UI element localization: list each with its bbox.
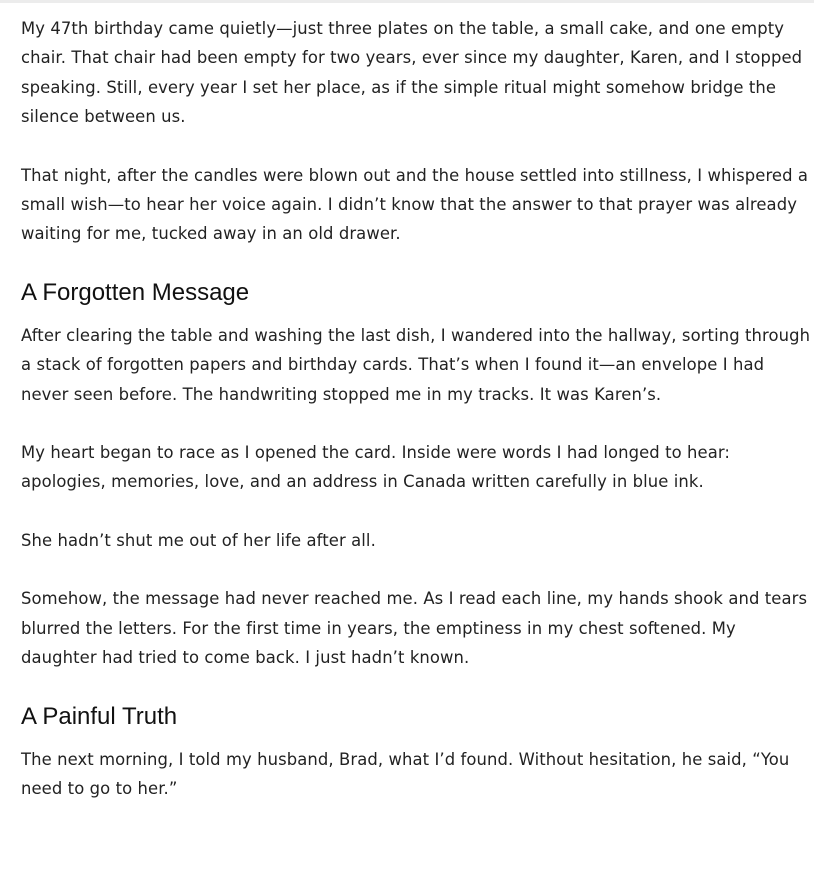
section-heading-forgotten-message: A Forgotten Message bbox=[21, 278, 250, 306]
paragraph-not-shut-out: She hadn’t shut me out of her life after all. bbox=[21, 530, 376, 550]
paragraph-card-contents: My heart began to race as I opened the card. Inside were words I had longed to hear: apologies, memories, love, and an address in Canada written carefully in blue ink. bbox=[21, 443, 731, 492]
paragraph-never-reached: Somehow, the message had never reached me. As I read each line, my hands shook and tears blurred the letters. For the first time in years, the emptiness in my chest softened. My daughter had tried to come back. I just hadn’t known. bbox=[21, 589, 808, 668]
paragraph-birthday: My 47th birthday came quietly—just three plates on the table, a small cake, and one empty chair. That chair had been empty for two years, ever since my daughter, Karen, and I stopped speaking. Still, every year I set her place, as if the simple ritual might somehow bridge the silence between us. bbox=[21, 19, 803, 127]
paragraph-told-husband: The next morning, I told my husband, Brad, what I’d found. Without hesitation, he said, “You need to go to her.” bbox=[21, 749, 790, 798]
paragraph-wish: That night, after the candles were blown out and the house settled into stillness, I whispered a small wish—to hear her voice again. I didn’t know that the answer to that prayer was already waiting for me, tucked away in an old drawer. bbox=[21, 165, 809, 244]
top-divider bbox=[0, 0, 814, 3]
section-heading-painful-truth: A Painful Truth bbox=[21, 702, 178, 730]
paragraph-envelope: After clearing the table and washing the last dish, I wandered into the hallway, sorting through a stack of forgotten papers and birthday cards. That’s when I found it—an envelope I had never seen before. The handwriting stopped me in my tracks. It was Karen’s. bbox=[21, 325, 811, 404]
article-body bbox=[21, 14, 811, 832]
